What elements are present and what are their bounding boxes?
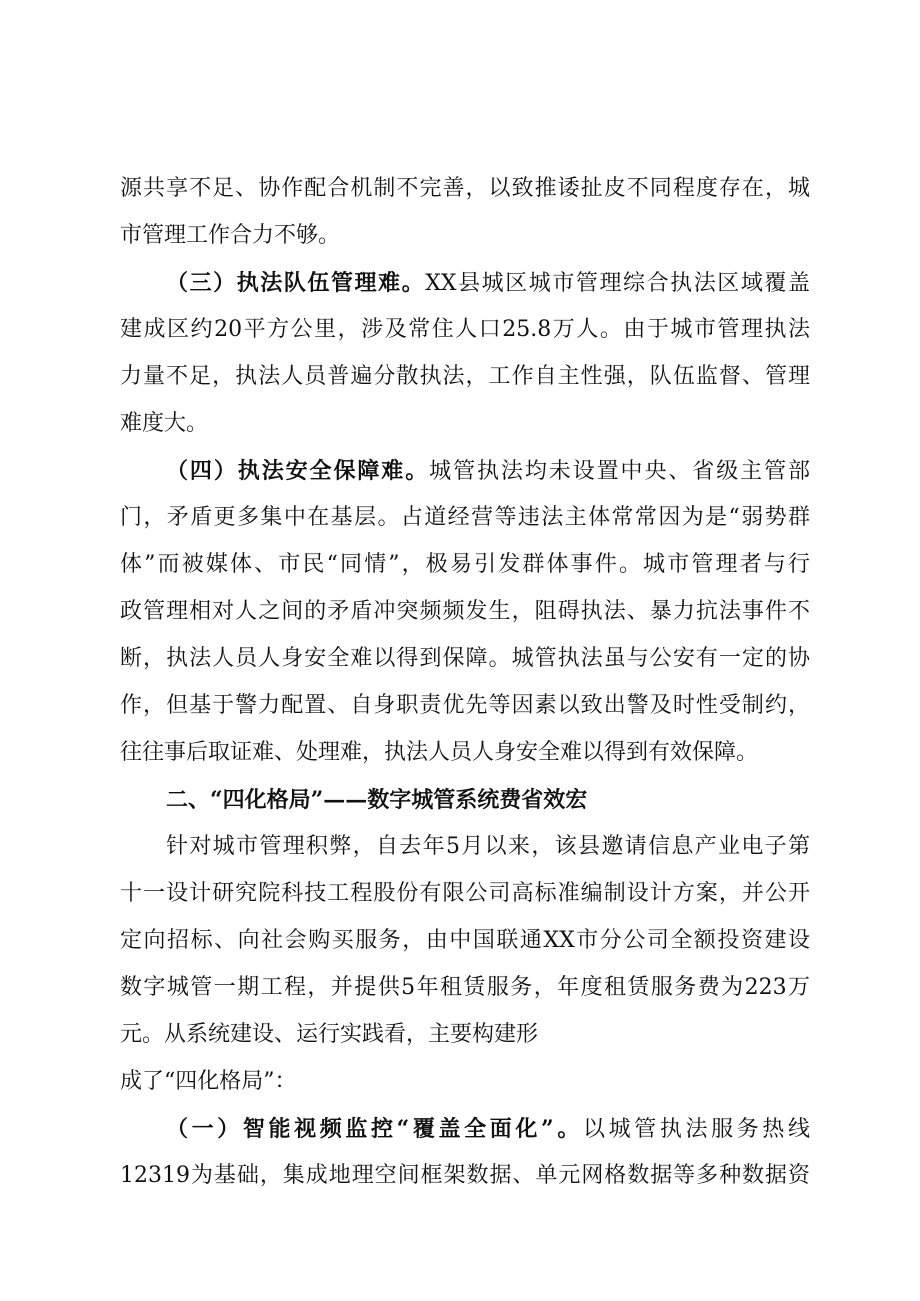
paragraph-line [120, 307, 810, 353]
paragraph-line [120, 401, 810, 447]
paragraph-line [120, 213, 810, 259]
paragraph-line [120, 542, 810, 588]
line-text: 十一设计研究院科技工程股份有限公司高标准编制设计方案，并公开 [120, 881, 810, 906]
paragraph-line [166, 824, 810, 870]
paragraph-line [120, 1012, 810, 1058]
section-heading-bold: （三）执法队伍管理难。 [166, 270, 426, 296]
paragraph-line [120, 730, 810, 776]
section-heading-bold: （一）智能视频监控“覆盖全面化”。 [166, 1116, 583, 1142]
line-text: 体”而被媒体、市民“同情”，极易引发群体事件。城市管理者与行 [120, 552, 810, 577]
line-text: 难度大。 [120, 411, 209, 436]
line-text: 定向招标、向社会购买服务，由中国联通XX市分公司全额投资建设 [120, 928, 810, 953]
section-heading-bold: （四）执法安全保障难。 [166, 458, 430, 484]
subsection-one-heading-line [166, 1106, 810, 1152]
section-four-heading-line [166, 448, 810, 494]
paragraph-line [120, 1153, 810, 1199]
line-text: 成了“四化格局”： [120, 1069, 297, 1094]
line-text: XX县城区城市管理综合执法区域覆盖 [425, 271, 810, 296]
paragraph-line [120, 683, 810, 729]
heading-text: 二、“四化格局”——数字城管系统费省效宏 [166, 787, 588, 813]
line-text: 力量不足，执法人员普遍分散执法，工作自主性强，队伍监督、管理 [120, 364, 810, 389]
paragraph-line [120, 166, 810, 212]
line-text: 往往事后取证难、处理难，执法人员人身安全难以得到有效保障。 [120, 740, 759, 765]
line-text: 政管理相对人之间的矛盾冲突频频发生，阻碍执法、暴力抗法事件不 [120, 599, 810, 624]
paragraph-line [120, 1059, 810, 1105]
paragraph-line [120, 589, 810, 635]
paragraph-line [120, 965, 810, 1011]
line-text: 针对城市管理积弊，自去年5月以来，该县邀请信息产业电子第 [166, 834, 810, 859]
paragraph-line [120, 918, 810, 964]
paragraph-line [120, 354, 810, 400]
paragraph-line [120, 636, 810, 682]
line-text: 断，执法人员人身安全难以得到保障。城管执法虽与公安有一定的协 [120, 646, 810, 671]
paragraph-line [120, 495, 810, 541]
line-text: 以城管执法服务热线 [582, 1117, 810, 1142]
paragraph-line [120, 871, 810, 917]
line-text: 12319为基础，集成地理空间框架数据、单元网格数据等多种数据资 [120, 1163, 810, 1188]
line-text: 城管执法均未设置中央、省级主管部 [429, 459, 810, 484]
line-text: 元。从系统建设、运行实践看，主要构建形 [120, 1022, 539, 1047]
line-text: 源共享不足、协作配合机制不完善，以致推诿扯皮不同程度存在，城 [120, 176, 810, 201]
line-text: 市管理工作合力不够。 [120, 223, 341, 248]
line-text: 作，但基于警力配置、自身职责优先等因素以致出警及时性受制约， [120, 693, 810, 718]
line-text: 数字城管一期工程，并提供5年租赁服务，年度租赁服务费为223万 [120, 975, 810, 1000]
section-three-heading-line [166, 260, 810, 306]
line-text: 建成区约20平方公里，涉及常住人口25.8万人。由于城市管理执法 [120, 317, 810, 342]
chapter-two-heading [166, 777, 810, 823]
line-text: 门，矛盾更多集中在基层。占道经营等违法主体常常因为是“弱势群 [120, 505, 810, 530]
